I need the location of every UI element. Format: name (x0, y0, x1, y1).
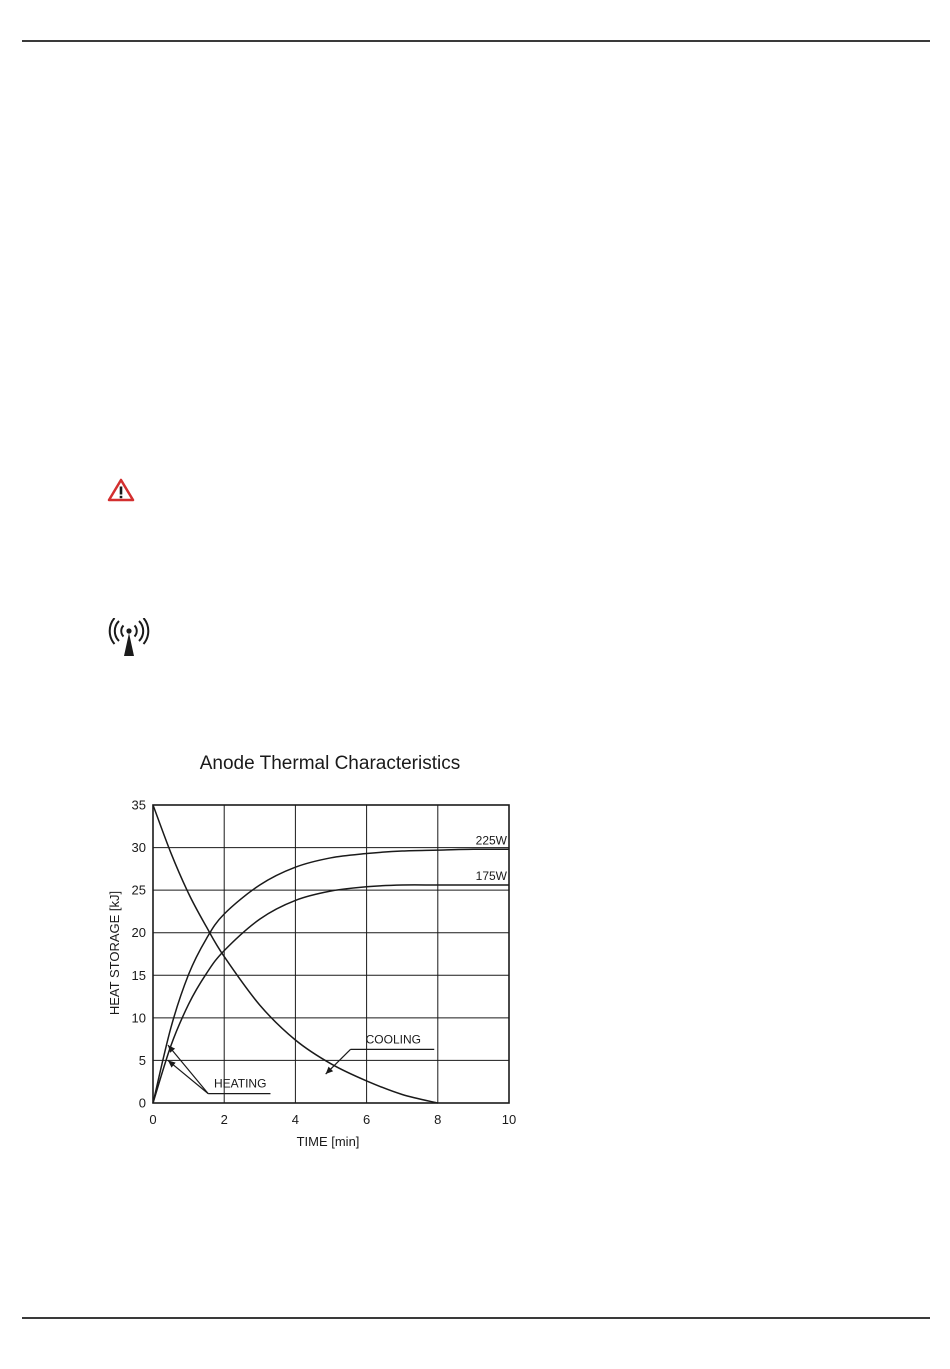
y-tick-label: 25 (131, 882, 146, 898)
y-tick-label: 20 (131, 925, 146, 941)
cooling-label: COOLING (365, 1032, 421, 1047)
x-tick-label: 10 (501, 1112, 517, 1127)
x-tick-label: 4 (291, 1112, 300, 1127)
series-label: 175W (475, 869, 507, 884)
y-tick-label: 0 (138, 1095, 146, 1111)
x-tick-label: 8 (434, 1112, 442, 1127)
y-tick-label: 15 (131, 967, 146, 983)
warning-triangle-icon (107, 478, 135, 502)
chart-title: Anode Thermal Characteristics (199, 753, 461, 774)
y-tick-label: 30 (131, 840, 146, 856)
header-rule (22, 40, 930, 42)
y-tick-label: 35 (131, 797, 146, 813)
heating-arrow-lower (168, 1060, 208, 1093)
anode-thermal-chart (100, 790, 530, 1160)
y-tick-label: 10 (131, 1010, 146, 1026)
y-axis-label: HEAT STORAGE [kJ] (107, 890, 122, 1016)
series-line-225w (153, 849, 509, 1103)
x-tick-label: 6 (362, 1112, 371, 1127)
heating-label: HEATING (213, 1076, 267, 1091)
series-label: 225W (475, 833, 507, 848)
series-layer (153, 805, 509, 1103)
annotation-layer (168, 1032, 434, 1093)
footer-rule (22, 1317, 930, 1319)
x-tick-label: 0 (149, 1112, 157, 1127)
heating-arrow-upper (168, 1045, 208, 1094)
non-ionizing-radiation-icon (107, 618, 151, 658)
x-tick-label: 2 (220, 1112, 228, 1127)
x-axis-label: TIME [min] (296, 1134, 360, 1149)
y-tick-label: 5 (138, 1052, 146, 1068)
